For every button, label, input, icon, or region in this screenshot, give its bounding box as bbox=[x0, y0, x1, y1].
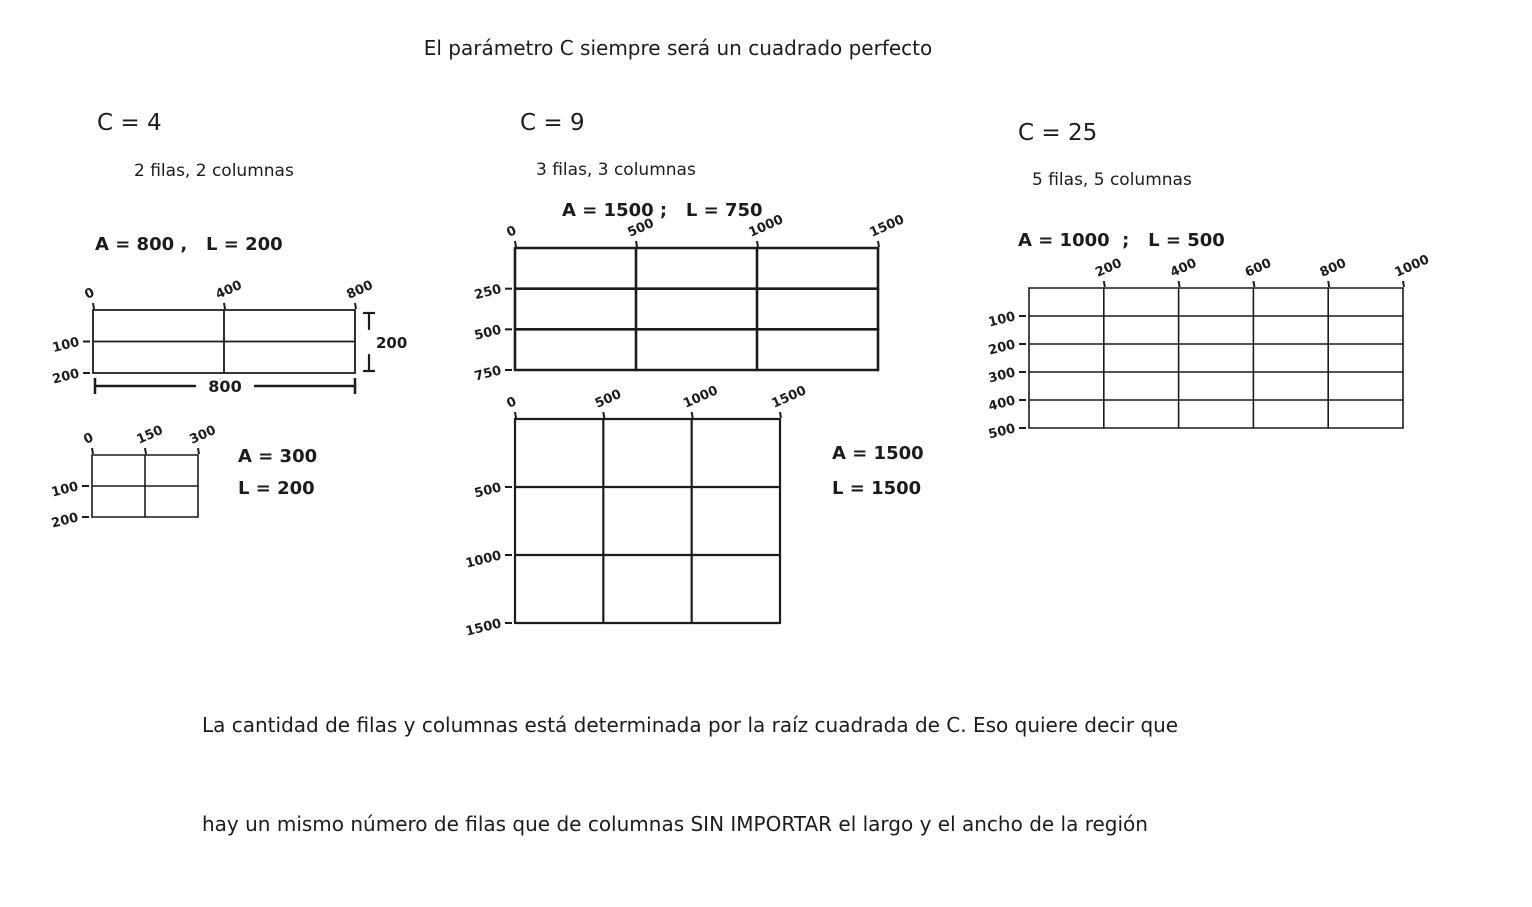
panel2-params: A = 1500 ; L = 750 bbox=[562, 200, 763, 221]
y-tick-label: 200 bbox=[987, 337, 1017, 359]
tick-mark bbox=[145, 448, 146, 454]
height-bracket-label: 200 bbox=[376, 334, 408, 352]
x-tick-label: 0 bbox=[82, 285, 97, 303]
y-tick-label: 200 bbox=[51, 366, 81, 388]
page-title: El parámetro C siempre será un cuadrado perfecto bbox=[423, 36, 933, 60]
panel3-c-value: C = 25 bbox=[1018, 120, 1098, 146]
tick-mark bbox=[515, 412, 516, 418]
tick-mark bbox=[198, 448, 199, 454]
x-tick-label: 200 bbox=[1093, 255, 1125, 281]
x-tick-label: 800 bbox=[344, 277, 376, 303]
tick-mark bbox=[1403, 281, 1404, 287]
tick-mark bbox=[1179, 281, 1180, 287]
y-tick-label: 500 bbox=[473, 480, 503, 502]
tick-mark bbox=[603, 412, 604, 418]
x-tick-label: 500 bbox=[625, 215, 657, 241]
x-tick-label: 400 bbox=[213, 277, 245, 303]
x-tick-label: 300 bbox=[187, 422, 219, 448]
gridB-length-label: L = 200 bbox=[238, 478, 315, 499]
panel3-rows-cols: 5 filas, 5 columnas bbox=[1032, 170, 1192, 190]
width-bracket bbox=[95, 377, 355, 396]
tick-mark bbox=[780, 412, 781, 418]
tick-mark bbox=[1328, 281, 1329, 287]
y-tick-label: 500 bbox=[987, 421, 1017, 443]
tick-mark bbox=[92, 448, 93, 454]
y-tick-label: 750 bbox=[473, 363, 503, 385]
gridA bbox=[51, 278, 375, 388]
y-tick-label: 100 bbox=[987, 309, 1017, 331]
x-tick-label: 150 bbox=[134, 422, 166, 448]
x-tick-label: 0 bbox=[81, 430, 96, 448]
panel1-c-value: C = 4 bbox=[97, 110, 162, 136]
x-tick-label: 1000 bbox=[1392, 252, 1432, 281]
caption-line-1: La cantidad de filas y columnas está determinada por la raíz cuadrada de C. Eso quiere decir que bbox=[202, 713, 1179, 737]
y-tick-label: 250 bbox=[473, 281, 503, 304]
y-tick-label: 100 bbox=[50, 479, 80, 501]
x-tick-label: 0 bbox=[504, 223, 519, 241]
gridE bbox=[987, 252, 1432, 442]
tick-mark bbox=[636, 241, 637, 247]
tick-mark bbox=[692, 412, 693, 418]
tick-mark bbox=[1253, 281, 1254, 287]
y-tick-label: 1500 bbox=[464, 616, 503, 640]
tick-mark bbox=[355, 303, 356, 309]
tick-mark bbox=[757, 241, 758, 247]
height-bracket bbox=[363, 313, 407, 371]
gridB bbox=[50, 423, 218, 532]
x-tick-label: 400 bbox=[1168, 255, 1200, 281]
y-tick-label: 400 bbox=[987, 393, 1017, 415]
panel1-rows-cols: 2 filas, 2 columnas bbox=[134, 161, 294, 181]
y-tick-label: 100 bbox=[51, 334, 81, 356]
x-tick-label: 1500 bbox=[769, 383, 809, 412]
gridD-length-label: L = 1500 bbox=[832, 478, 922, 499]
x-tick-label: 500 bbox=[592, 386, 624, 412]
tick-mark bbox=[224, 303, 225, 309]
x-tick-label: 1000 bbox=[681, 383, 721, 412]
panel2-rows-cols: 3 filas, 3 columnas bbox=[536, 160, 696, 180]
caption-line-2: hay un mismo número de filas que de columnas SIN IMPORTAR el largo y el ancho de la región bbox=[202, 812, 1148, 836]
gridC bbox=[473, 212, 907, 384]
y-tick-label: 1000 bbox=[464, 548, 503, 572]
tick-mark bbox=[878, 241, 879, 247]
panel2-c-value: C = 9 bbox=[520, 110, 585, 136]
x-tick-label: 600 bbox=[1242, 255, 1274, 281]
gridB-area-label: A = 300 bbox=[238, 446, 318, 467]
panel3-params: A = 1000 ; L = 500 bbox=[1018, 230, 1225, 251]
width-bracket-label: 800 bbox=[208, 377, 242, 396]
gridD bbox=[464, 383, 808, 639]
y-tick-label: 500 bbox=[473, 322, 503, 344]
panel1-params: A = 800 , L = 200 bbox=[95, 234, 283, 255]
y-tick-label: 300 bbox=[987, 365, 1017, 387]
tick-mark bbox=[515, 241, 516, 247]
tick-mark bbox=[1104, 281, 1105, 287]
x-tick-label: 1500 bbox=[867, 212, 907, 241]
y-tick-label: 200 bbox=[50, 510, 80, 532]
x-tick-label: 800 bbox=[1317, 255, 1349, 281]
tick-mark bbox=[93, 303, 94, 309]
x-tick-label: 0 bbox=[504, 394, 519, 412]
x-tick-label: 1000 bbox=[746, 212, 786, 241]
gridD-area-label: A = 1500 bbox=[832, 443, 924, 464]
